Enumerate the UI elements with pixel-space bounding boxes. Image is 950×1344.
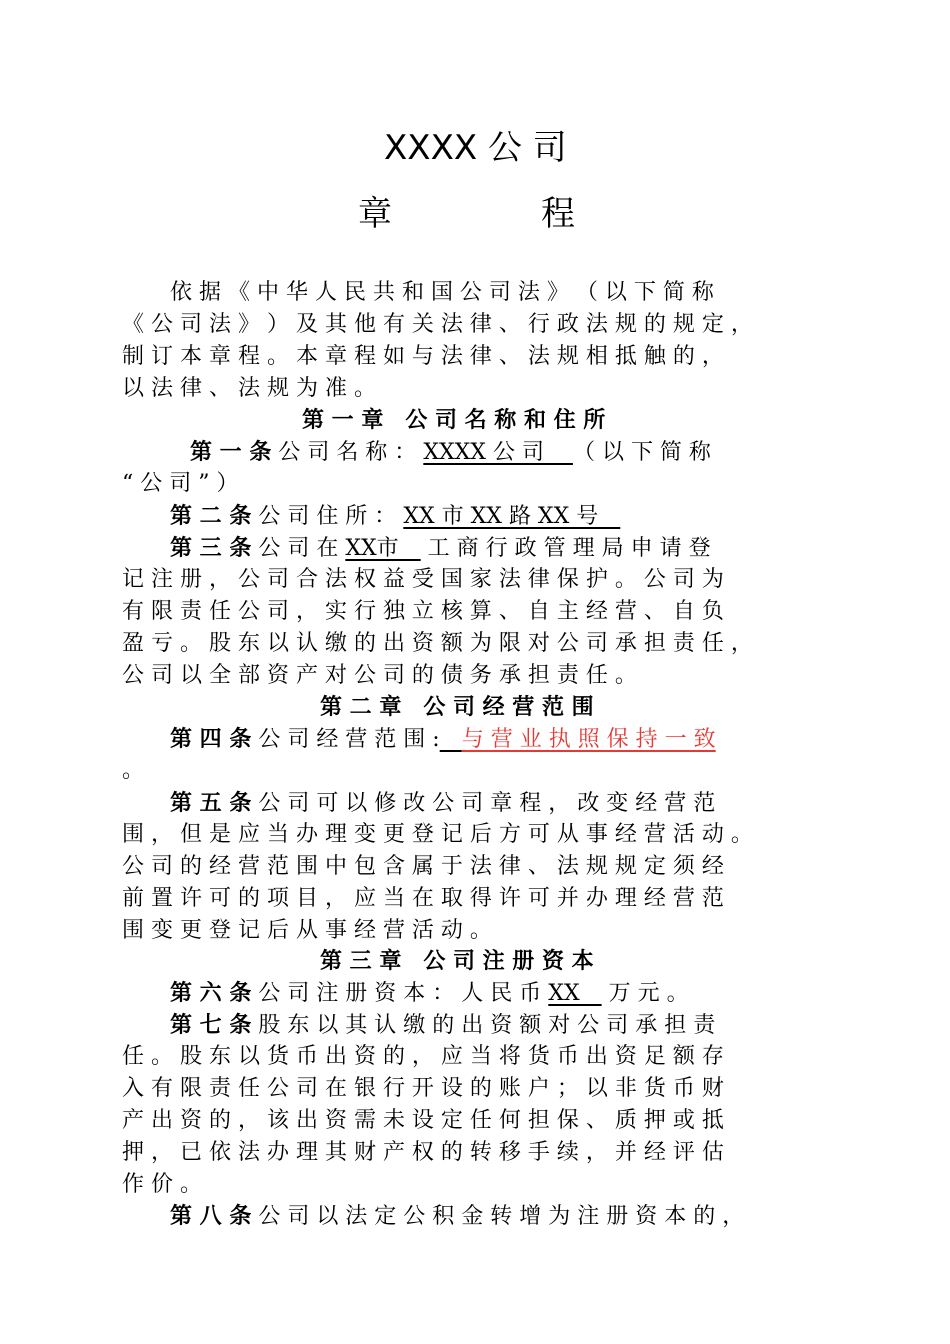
article-1 [190, 439, 711, 466]
article-8-text: 公 司 以 法 定 公 积 金 转 增 为 注 册 资 本 的 ， [258, 1204, 745, 1229]
company-address-blank: XX 市 XX 路 XX 号 [403, 504, 621, 529]
article-7-line-4: 产 出 资 的 ， 该 出 资 需 未 设 定 任 何 担 保 、 质 押 或 抵 [122, 1108, 724, 1133]
article-5-label: 第 五 条 [170, 790, 252, 816]
article-5-line-4: 前 置 许 可 的 项 目 ， 应 当 在 取 得 许 可 并 办 理 经 营 范 [122, 886, 724, 911]
chapter-3-heading: 第 三 章 公 司 注 册 资 本 [320, 948, 594, 974]
article-8 [170, 1203, 744, 1230]
article-3-line-4: 盈 亏 。 股 东 以 认 缴 的 出 资 额 为 限 对 公 司 承 担 责 任 ， [122, 631, 753, 656]
article-7-line-2: 任 。 股 东 以 货 币 出 资 的 ， 应 当 将 货 币 出 资 足 额 存 [122, 1044, 724, 1069]
article-5 [170, 790, 715, 817]
registered-capital-blank: XX [548, 981, 602, 1006]
article-6-label: 第 六 条 [170, 980, 252, 1006]
intro-line-3: 制 订 本 章 程 。 本 章 程 如 与 法 律 、 法 规 相 抵 触 的 ， [122, 344, 724, 369]
document-title-cheng: 程 [541, 194, 575, 234]
document-title-company: XXXX 公 司 [384, 128, 567, 168]
article-3-line-2: 记 注 册 ， 公 司 合 法 权 益 受 国 家 法 律 保 护 。 公 司 为 [122, 567, 724, 592]
intro-line-2: 《 公 司 法 》 ） 及 其 他 有 关 法 律 、 行 政 法 规 的 规 定 ， [122, 312, 753, 337]
document-title-zhang: 章 [358, 194, 392, 234]
article-5-line-5: 围 变 更 登 记 后 从 事 经 营 活 动 。 [122, 918, 492, 943]
business-scope-value: 与 营 业 执 照 保 持 一 致 [461, 727, 716, 752]
article-4-end: 。 [122, 758, 145, 783]
company-name-blank: XXXX 公 司 [423, 440, 573, 465]
article-7-line-5: 押 ， 已 依 法 办 理 其 财 产 权 的 转 移 手 续 ， 并 经 评 估 [122, 1140, 724, 1165]
chapter-1-heading: 第 一 章 公 司 名 称 和 住 所 [302, 407, 606, 433]
article-6-suffix: 万 元 。 [608, 981, 689, 1006]
city-blank: XX市 [345, 536, 421, 561]
article-2-text: 公 司 住 所 ： [258, 504, 397, 529]
article-1-label: 第 一 条 [190, 439, 272, 465]
article-3-line-5: 公 司 以 全 部 资 产 对 公 司 的 债 务 承 担 责 任 。 [122, 663, 637, 688]
article-3 [170, 535, 711, 562]
intro-line-4: 以 法 律 、 法 规 为 准 。 [122, 376, 376, 401]
article-4-text: 公 司 经 营 范 围 : [258, 727, 440, 752]
intro-line-1: 依 据 《 中 华 人 民 共 和 国 公 司 法 》 （ 以 下 简 称 [170, 280, 714, 305]
article-6 [170, 980, 689, 1007]
article-8-label: 第 八 条 [170, 1203, 252, 1229]
article-7 [170, 1012, 715, 1039]
article-7-line-3: 入 有 限 责 任 公 司 在 银 行 开 设 的 账 户 ； 以 非 货 币 财 [122, 1076, 724, 1101]
article-1-suffix: （ 以 下 简 称 [572, 440, 711, 465]
article-3-line-3: 有 限 责 任 公 司 ， 实 行 独 立 核 算 、 自 主 经 营 、 自 负 [122, 599, 724, 624]
article-1-line-2: “ 公 司 ” ） [122, 471, 239, 496]
article-2-label: 第 二 条 [170, 503, 252, 529]
article-5-line-3: 公 司 的 经 营 范 围 中 包 含 属 于 法 律 、 法 规 规 定 须 经 [122, 854, 724, 879]
article-3-text: 公 司 在 [258, 536, 339, 561]
article-7-label: 第 七 条 [170, 1012, 252, 1038]
article-5-text: 公 司 可 以 修 改 公 司 章 程 ， 改 变 经 营 范 [258, 791, 716, 816]
article-7-line-6: 作 价 。 [122, 1172, 202, 1197]
article-5-line-2: 围 ， 但 是 应 当 办 理 变 更 登 记 后 方 可 从 事 经 营 活 动 。 [122, 822, 753, 847]
article-7-text: 股 东 以 其 认 缴 的 出 资 额 对 公 司 承 担 责 [258, 1013, 716, 1038]
article-3-suffix: 工 商 行 政 管 理 局 申 请 登 [427, 536, 711, 561]
article-4-label: 第 四 条 [170, 726, 252, 752]
chapter-2-heading: 第 二 章 公 司 经 营 范 围 [320, 694, 594, 720]
business-scope-blank-lead [440, 727, 462, 752]
article-4 [170, 726, 716, 753]
article-2 [170, 503, 620, 530]
article-6-text: 公 司 注 册 资 本 ： 人 民 币 [258, 981, 542, 1006]
article-1-text: 公 司 名 称 ： [278, 440, 417, 465]
article-3-label: 第 三 条 [170, 535, 252, 561]
